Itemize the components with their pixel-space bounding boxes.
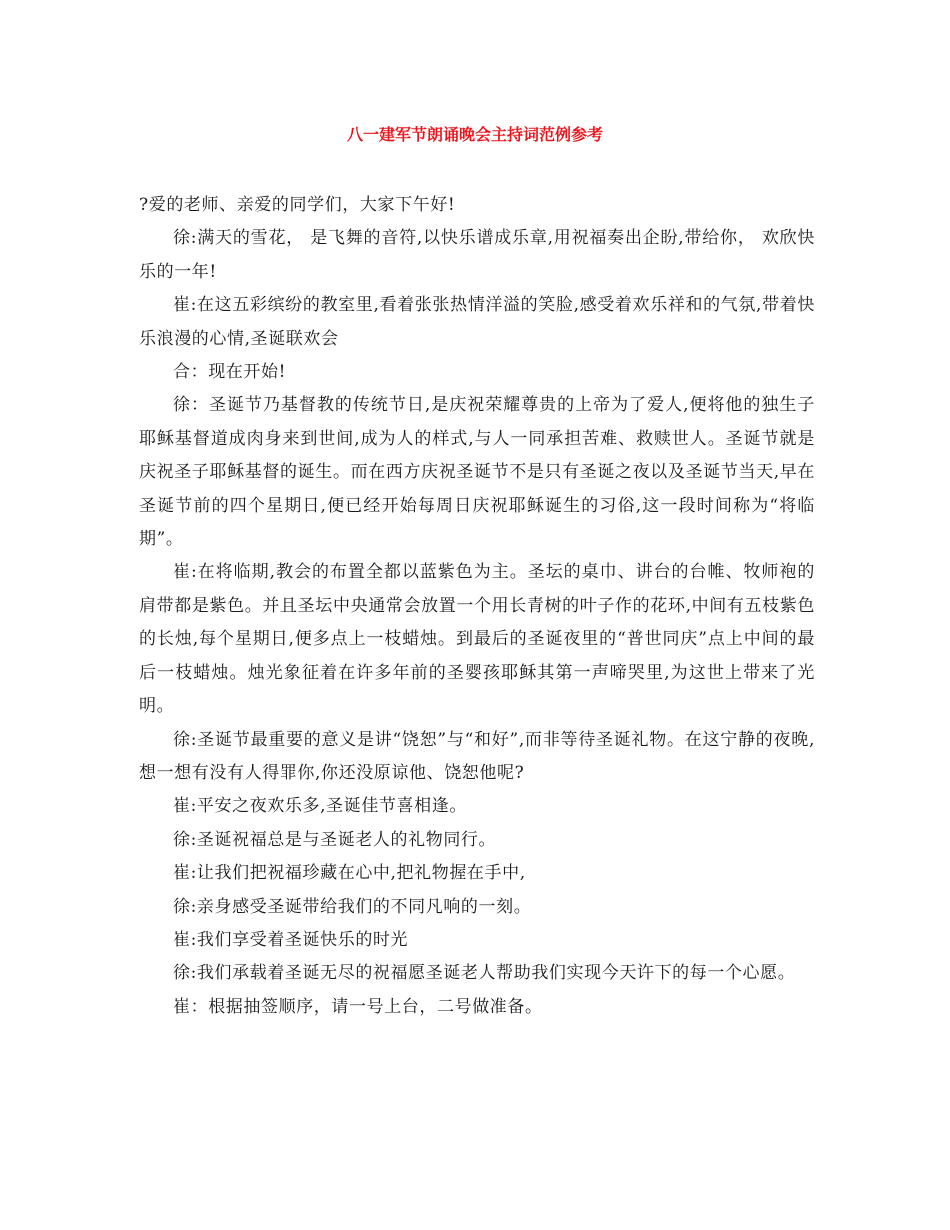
paragraph: 徐:满天的雪花， 是飞舞的音符,以快乐谱成乐章,用祝福奏出企盼,带给你， 欢欣快乐的一年! bbox=[139, 228, 815, 282]
paragraph: 徐：圣诞节乃基督教的传统节日,是庆祝荣耀尊贵的上帝为了爱人,便将他的独生子耶稣基督道成肉身来到世间,成为人的样式,与人一同承担苦难、救赎世人。圣诞节就是庆祝圣子耶稣基督的诞生。而在西方庆祝圣诞节不是只有圣诞之夜以及圣诞节当天,早在圣诞节前的四个星期日,便已经开始每周日庆祝耶稣诞生的习俗,这一段时间称为“将临期”。 bbox=[139, 395, 815, 550]
paragraph: 崔:让我们把祝福珍藏在心中,把礼物握在手中, bbox=[173, 863, 526, 884]
document-title: 八一建军节朗诵晚会主持词范例参考 bbox=[346, 125, 603, 144]
paragraph: 徐:我们承载着圣诞无尽的祝福愿圣诞老人帮助我们实现今天许下的每一个心愿。 bbox=[173, 963, 796, 984]
paragraph: 崔:我们享受着圣诞快乐的时光 bbox=[173, 929, 409, 950]
paragraph-greeting: ?爱的老师、亲爱的同学们，大家下午好! bbox=[139, 195, 456, 215]
paragraph: 徐:亲身感受圣诞带给我们的不同凡响的一刻。 bbox=[173, 896, 532, 917]
paragraph: 崔:平安之夜欢乐多,圣诞佳节喜相逢。 bbox=[173, 796, 467, 817]
paragraph: 徐:圣诞节最重要的意义是讲“饶恕”与“和好”,而非等待圣诞礼物。在这宁静的夜晚,想一想有没有人得罪你,你还没原谅他、饶恕他呢? bbox=[139, 729, 815, 783]
paragraph: 崔：根据抽签顺序，请一号上台，二号做准备。 bbox=[173, 996, 543, 1017]
paragraph: 徐:圣诞祝福总是与圣诞老人的礼物同行。 bbox=[173, 829, 497, 850]
paragraph: 崔:在将临期,教会的布置全都以蓝紫色为主。圣坛的桌巾、讲台的台帷、牧师袍的肩带都是紫色。并且圣坛中央通常会放置一个用长青树的叶子作的花环,中间有五枝紫色的长烛,每个星期日,便多点上一枝蜡烛。到最后的圣诞夜里的“普世同庆”点上中间的最后一枝蜡烛。烛光象征着在许多年前的圣婴孩耶稣其第一声啼哭里,为这世上带来了光明。 bbox=[139, 562, 815, 717]
paragraph: 崔:在这五彩缤纷的教室里,看着张张热情洋溢的笑脸,感受着欢乐祥和的气氛,带着快乐浪漫的心情,圣诞联欢会 bbox=[139, 295, 815, 349]
paragraph: 合：现在开始! bbox=[173, 362, 287, 383]
document-body bbox=[139, 189, 815, 1024]
